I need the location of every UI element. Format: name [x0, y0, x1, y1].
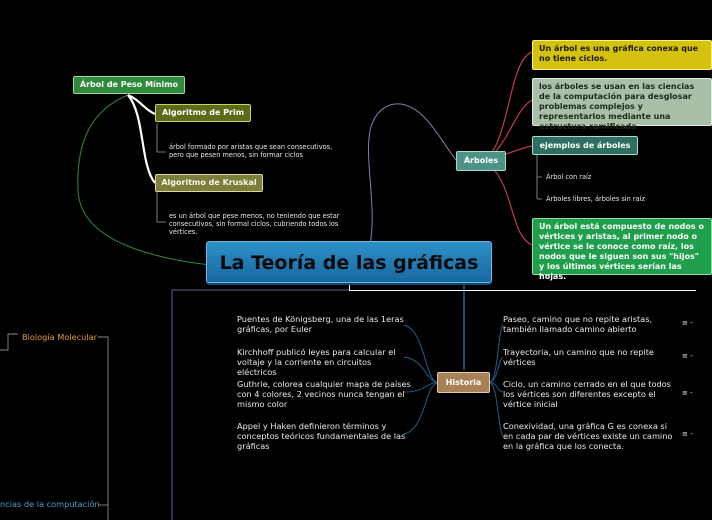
ejemplo-arbol-con-raiz: Árbol con raíz: [546, 173, 592, 181]
topic-arbol-peso-minimo-label: Árbol de Peso Mínimo: [79, 80, 179, 89]
historia-left-item: Puentes de Königsberg, una de las 1eras gráficas, por Euler: [237, 314, 404, 334]
historia-left-item: Appel y Haken definieron términos y conceptos teóricos fundamentales de las gráficas: [237, 421, 406, 451]
historia-right-item: Ciclo, un camino cerrado en el que todos los vértices son diferentes excepto el vértice inicial: [503, 379, 671, 409]
topic-ciencias-computacion[interactable]: ncias de la computación: [0, 499, 100, 509]
callout-arbol-definicion-text: Un árbol es una gráfica conexa que no tiene ciclos.: [539, 44, 699, 63]
link-peso-kruskal: [128, 95, 155, 183]
collapse-tag[interactable]: ≡ -: [682, 430, 693, 438]
link-arboles-yellow: [490, 52, 532, 155]
callout-arbol-composicion: [532, 218, 712, 281]
topic-historia[interactable]: [437, 372, 490, 393]
historia-left-item: Guthrie, colorea cualquier mapa de países con 4 colores, 2 vecinos nunca tengan el mismo color: [237, 379, 411, 409]
topic-algoritmo-prim-label: Algoritmo de Prim: [161, 108, 245, 117]
link-prim-note: [157, 123, 166, 152]
topic-arboles-label: Árboles: [463, 156, 499, 165]
topic-biologia-molecular[interactable]: Biología Molecular: [22, 332, 98, 342]
link-peso-prim: [128, 95, 155, 114]
central-frame-line: [349, 283, 696, 291]
historia-right-item: Trayectoria, un camino que no repite vértices: [503, 347, 654, 367]
topic-ejemplos-arboles[interactable]: [532, 136, 638, 155]
callout-arbol-composicion-text: Un árbol está compuesto de nodos o vértices y aristas, al primer nodo o vértice se le conoce como raíz, los nodos que le siguen son sus "hijos" y los últimos vértices serían las hojas.: [539, 222, 704, 281]
historia-right-item: Paseo, camino que no repite aristas, también llamado camino abierto: [503, 314, 653, 334]
link-arboles-gray: [490, 100, 532, 157]
topic-ejemplos-arboles-label: ejemplos de árboles: [539, 141, 631, 150]
prim-note: árbol formado por aristas que sean consecutivos, pero que pesen menos, sin formar ciclos: [169, 143, 333, 160]
ejemplo-arboles-libres: Árboles libres, árboles sin raíz: [546, 195, 645, 203]
callout-arboles-computacion-text: los árboles se usan en las ciencias de la computación para desglosar problemas complejos y representarlos mediante una estructura ramificada: [539, 82, 695, 131]
topic-arboles[interactable]: [456, 151, 506, 171]
central-topic-title: La Teoría de las gráficas: [219, 252, 479, 274]
historia-right-item: Conexividad, una gráfica G es conexa si en cada par de vértices existe un camino en la gráfica que los conecta.: [503, 421, 673, 451]
link-historia-right: [490, 325, 503, 436]
topic-algoritmo-prim[interactable]: [155, 104, 251, 122]
link-kruskal-note: [157, 192, 166, 222]
link-biologia: [0, 334, 108, 520]
link-central-arboles: [368, 104, 456, 245]
link-ejemplos-items: [537, 155, 542, 199]
collapse-tag[interactable]: ≡ -: [682, 352, 693, 360]
kruskal-note: es un árbol que pese menos, no teniendo que estar consecutivos, sin formal ciclos, cubriendo todos los vértices.: [169, 212, 340, 237]
central-topic[interactable]: [206, 241, 492, 283]
topic-arbol-peso-minimo[interactable]: [73, 76, 185, 94]
collapse-tag[interactable]: ≡ -: [682, 319, 693, 327]
link-arboles-green: [490, 165, 532, 245]
callout-arbol-definicion: [532, 40, 712, 70]
topic-algoritmo-kruskal-label: Algoritmo de Kruskal: [161, 178, 257, 187]
historia-left-item: Kirchhoff publicó leyes para calcular el voltaje y la corriente en circuitos eléctricos: [237, 347, 396, 377]
callout-arboles-computacion: [532, 78, 712, 131]
topic-algoritmo-kruskal[interactable]: [155, 174, 263, 192]
topic-historia-label: Historia: [445, 378, 482, 387]
collapse-tag[interactable]: ≡ -: [682, 389, 693, 397]
